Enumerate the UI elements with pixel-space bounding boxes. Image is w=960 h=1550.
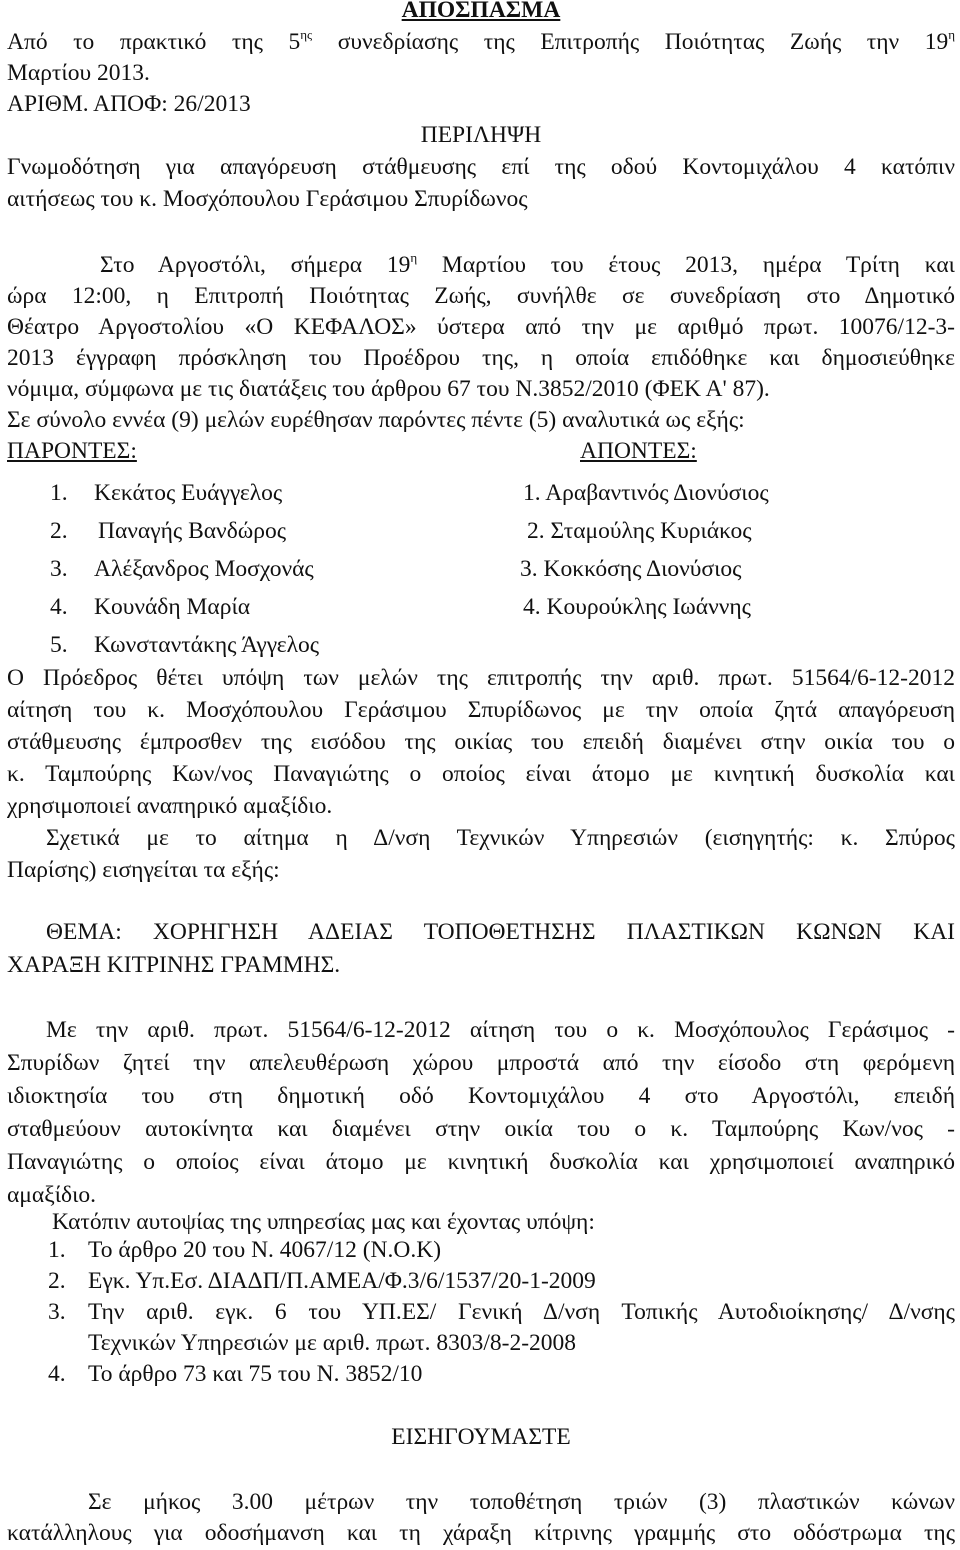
present-member-name: Κουνάδη Μαρία — [94, 594, 251, 620]
president-line-2: αίτηση του κ. Μοσχόπουλου Γεράσιμου Σπυρίδωνος με την οποία ζητά απαγόρευση — [7, 697, 955, 723]
present-member-num: 1. — [50, 480, 68, 506]
considering-item-text: Το άρθρο 20 του Ν. 4067/12 (Ν.Ο.Κ) — [88, 1237, 442, 1263]
intro-line-6: Σε σύνολο εννέα (9) μελών ευρέθησαν παρόντες πέντε (5) αναλυτικά ως εξής: — [7, 407, 745, 433]
absent-member: 3. Κοκκόσης Διονύσιος — [520, 556, 742, 582]
present-member-name: Κεκάτος Ευάγγελος — [94, 480, 283, 506]
president-line-3: στάθμευσης έμπροσθεν της εισόδου της οικίας του επειδή διαμένει στην οικία του ο — [7, 729, 955, 755]
absent-member: 2. Σταμούλης Κυριάκος — [527, 518, 752, 544]
considering-item-num: 3. — [48, 1299, 66, 1325]
intro-line-2: ώρα 12:00, η Επιτροπή Ποιότητας Ζωής, συνήλθε σε συνεδρίαση στο Δημοτικό — [7, 283, 955, 309]
president-line-7: Παρίσης) εισηγείται τα εξής: — [7, 857, 280, 883]
considering-item-text: Την αριθ. εγκ. 6 του ΥΠ.ΕΣ/ Γενική Δ/νση Τοπικής Αυτοδιοίκησης/ Δ/νσης — [88, 1299, 955, 1325]
summary-heading: ΠΕΡΙΛΗΨΗ — [420, 122, 542, 148]
document-title: ΑΠΟΣΠΑΣΜΑ — [401, 0, 561, 23]
considering-item-text-continued: Τεχνικών Υπηρεσιών με αριθ. πρωτ. 8303/8-2-2008 — [88, 1330, 577, 1356]
intro-line-5: νόμιμα, σύμφωνα με τις διατάξεις του άρθρου 67 του Ν.3852/2010 (ΦΕΚ Α' 87). — [7, 376, 770, 402]
present-member-name: Παναγής Βανδώρος — [98, 518, 287, 544]
minutes-reference-line-1: Από το πρακτικό της $5^{\eta\varsigma}$ συνεδρίασης της Επιτροπής Ποιότητας Ζωής την $19^\eta$ — [7, 27, 956, 55]
absent-member: 4. Κουρούκλης Ιωάννης — [523, 594, 751, 620]
decision-number: ΑΡΙΘΜ. ΑΠΟΦ: 26/2013 — [7, 91, 251, 117]
minutes-reference-line-2: Μαρτίου 2013. — [7, 60, 150, 86]
considering-item-text: Εγκ. Υπ.Εσ. ΔΙΑΔΠ/Π.ΑΜΕΑ/Φ.3/6/1537/20-1-2009 — [88, 1268, 596, 1294]
present-member-num: 4. — [50, 594, 68, 620]
request-line-5: Παναγιώτης ο οποίος είναι άτομο με κινητική δυσκολία και χρησιμοποιεί αναπηρικό — [7, 1149, 955, 1175]
considering-intro: Κατόπιν αυτοψίας της υπηρεσίας μας και έχοντας υπόψη: — [52, 1209, 595, 1235]
proposal-line-2: κατάλληλους για οδοσήμανση και τη χάραξη κίτρινης γραμμής στο οδόστρωμα της — [7, 1520, 955, 1546]
present-member-num: 2. — [50, 518, 68, 544]
present-member-num: 5. — [50, 632, 68, 658]
present-member-name: Αλέξανδρος Μοσχονάς — [94, 556, 314, 582]
request-line-3: ιδιοκτησία του στη δημοτική οδό Κοντομιχάλου 4 στο Αργοστόλι, επειδή — [7, 1083, 955, 1109]
absent-member: 1. Αραβαντινός Διονύσιος — [523, 480, 769, 506]
request-line-4: σταθμεύουν αυτοκίνητα και διαμένει στην οικία του ο κ. Ταμπούρης Κων/νος - — [7, 1116, 955, 1142]
summary-line-1: Γνωμοδότηση για απαγόρευση στάθμευσης επί της οδού Κοντομιχάλου 4 κατόπιν — [7, 154, 955, 180]
considering-item-num: 2. — [48, 1268, 66, 1294]
present-label: ΠΑΡΟΝΤΕΣ: — [7, 438, 137, 464]
request-line-6: αμαξίδιο. — [7, 1182, 97, 1208]
proposal-line-1: Σε μήκος 3.00 μέτρων την τοποθέτηση τριών (3) πλαστικών κώνων — [88, 1489, 955, 1515]
president-line-1: Ο Πρόεδρος θέτει υπόψη των μελών της επιτροπής την αριθ. πρωτ. 51564/6-12-2012 — [7, 665, 955, 691]
proposal-heading: ΕΙΣΗΓΟΥΜΑΣΤΕ — [391, 1424, 571, 1450]
president-line-6: Σχετικά με το αίτημα η Δ/νση Τεχνικών Υπηρεσιών (εισηγητής: κ. Σπύρος — [46, 825, 955, 851]
considering-item-num: 1. — [48, 1237, 66, 1263]
present-member-name: Κωνσταντάκης Άγγελος — [94, 632, 320, 658]
summary-line-2: αιτήσεως του κ. Μοσχόπουλου Γεράσιμου Σπυρίδωνος — [7, 186, 528, 212]
intro-line-1: Στο Αργοστόλι, σήμερα $19^\eta$ Μαρτίου του έτους 2013, ημέρα Τρίτη και — [100, 250, 955, 278]
subject-line-2: ΧΑΡΑΞΗ ΚΙΤΡΙΝΗΣ ΓΡΑΜΜΗΣ. — [7, 952, 341, 978]
request-line-2: Σπυρίδων ζητεί την απελευθέρωση χώρου μπροστά από την είσοδο στη φερόμενη — [7, 1050, 955, 1076]
president-line-5: χρησιμοποιεί αναπηρικό αμαξίδιο. — [7, 793, 333, 819]
absent-label: ΑΠΟΝΤΕΣ: — [580, 438, 697, 464]
subject-line-1: ΘΕΜΑ: ΧΟΡΗΓΗΣΗ ΑΔΕΙΑΣ ΤΟΠΟΘΕΤΗΣΗΣ ΠΛΑΣΤΙΚΩΝ ΚΩΝΩΝ ΚΑΙ — [46, 919, 955, 945]
considering-item-text: Το άρθρο 73 και 75 του Ν. 3852/10 — [88, 1361, 423, 1387]
request-line-1: Με την αριθ. πρωτ. 51564/6-12-2012 αίτηση του ο κ. Μοσχόπουλος Γεράσιμος - — [46, 1017, 955, 1043]
present-member-num: 3. — [50, 556, 68, 582]
considering-item-num: 4. — [48, 1361, 66, 1387]
president-line-4: κ. Ταμπούρης Κων/νος Παναγιώτης ο οποίος είναι άτομο με κινητική δυσκολία και — [7, 761, 955, 787]
intro-line-4: 2013 έγγραφη πρόσκληση του Προέδρου της, η οποία επιδόθηκε και δημοσιεύθηκε — [7, 345, 955, 371]
intro-line-3: Θέατρο Αργοστολίου «Ο ΚΕΦΑΛΟΣ» ύστερα από την με αριθμό πρωτ. 10076/12-3- — [7, 314, 955, 340]
